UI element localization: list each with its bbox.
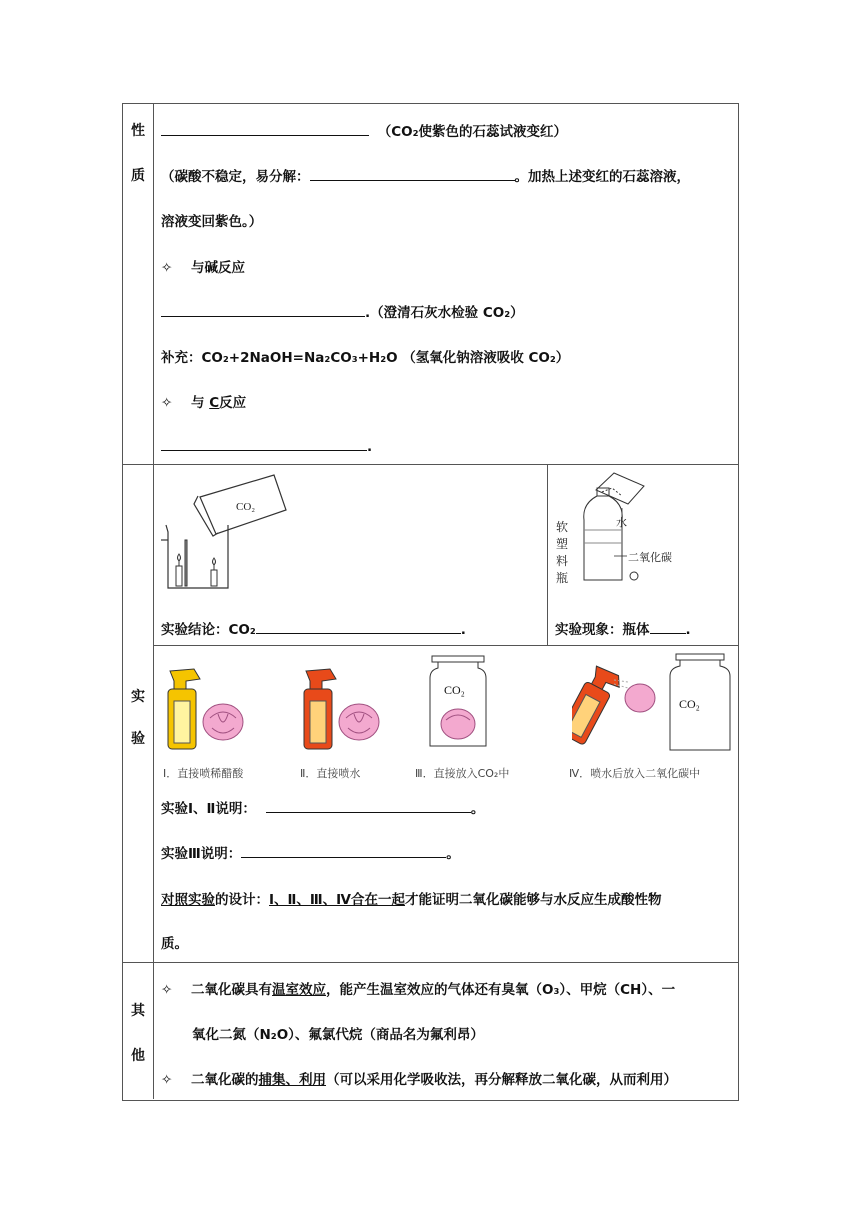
greenhouse-term: 温室效应	[272, 982, 327, 998]
greenhouse-line-2: 氧化二氮（N₂O）、氟氯代烷（商品名为氟利昂）	[192, 1027, 484, 1043]
bullet-icon: ✧	[161, 260, 173, 276]
capture-term: 捕集、利用	[258, 1072, 327, 1088]
row-divider-2	[153, 645, 738, 646]
greenhouse-c: ，能产生温室效应的气体还有臭氧（O₃）、甲烷（CH）、一	[326, 982, 676, 998]
carbon-title-a: 与	[191, 395, 205, 411]
caption-3: Ⅲ．直接放入CO₂中	[415, 767, 510, 780]
bullet-icon: ✧	[161, 982, 173, 998]
candles-icon	[176, 540, 217, 586]
answer-blank-litmus	[161, 121, 369, 136]
carbon-title-b: 反应	[219, 395, 247, 411]
alkali-line	[161, 301, 524, 321]
jar-label-4: CO₂	[679, 697, 700, 711]
soft-bottle-icon	[584, 488, 622, 580]
notes-table	[122, 103, 739, 1101]
label-column-divider	[153, 103, 154, 1099]
label-bottle: 瓶	[556, 571, 569, 585]
jar-label-co2: CO₂	[236, 501, 256, 513]
greenhouse-line	[161, 978, 675, 998]
label-co2-gas: 二氧化碳	[628, 551, 672, 564]
caption-2: Ⅱ．直接喷水	[300, 767, 361, 780]
carbon-heading	[161, 391, 246, 411]
candle-pour-figure	[156, 470, 291, 595]
carbonic-acid-label: （碳酸不稳定，易分解：	[161, 169, 310, 185]
conclusion-dot: .	[460, 622, 466, 638]
alkali-note: .（澄清石灰水检验 CO₂）	[365, 305, 524, 321]
answer-blank-alkali	[161, 302, 365, 317]
section-label-other-2: 他	[131, 1048, 145, 1064]
carbonic-acid-line	[161, 165, 690, 185]
answer-blank-phenomenon	[650, 619, 686, 634]
section-label-properties-1: 性	[131, 123, 145, 139]
row-divider-3	[122, 962, 738, 963]
exp12-label: 实验Ⅰ、Ⅱ说明：	[161, 801, 256, 817]
flower-icon-2	[336, 700, 382, 744]
spray-flower-jar-icon	[572, 652, 732, 754]
design-line	[161, 888, 662, 908]
caption-1: Ⅰ．直接喷稀醋酸	[163, 767, 244, 780]
phenomenon-label: 实验现象：瓶体	[555, 622, 650, 638]
conclusion-label: 实验结论：CO₂	[161, 622, 256, 638]
bottle-cap-icon	[630, 572, 638, 580]
co2-jar-with-flower-icon	[428, 654, 488, 750]
phenomenon-line	[555, 618, 691, 638]
answer-blank-decomposition	[310, 166, 515, 181]
label-water: 水	[616, 516, 627, 529]
label-material: 料	[556, 554, 569, 568]
caption-4: Ⅳ．喷水后放入二氧化碳中	[569, 767, 701, 780]
label-soft: 软	[556, 520, 569, 534]
carbonic-acid-line-2: 溶液变回紫色。）	[161, 214, 263, 230]
plastic-bottle-figure	[552, 468, 672, 593]
answer-blank-conclusion	[256, 619, 461, 634]
design-line-2: 质。	[161, 936, 188, 952]
alkali-title: 与碱反应	[191, 260, 246, 276]
jar-label-3: CO₂	[444, 683, 465, 697]
carbon-dot: .	[367, 439, 373, 455]
beaker	[161, 525, 228, 588]
capture-c: （可以采用化学吸收法，再分解释放二氧化碳，从而利用）	[326, 1072, 678, 1088]
section-label-experiment-2: 验	[131, 731, 145, 747]
design-term: 对照实验	[161, 892, 215, 908]
carbon-line	[161, 436, 372, 455]
exp3-line	[161, 842, 460, 862]
greenhouse-a: 二氧化碳具有	[191, 982, 273, 998]
phenomenon-dot: .	[685, 622, 691, 638]
answer-blank-carbon	[161, 436, 367, 451]
bullet-icon: ✧	[161, 1072, 173, 1088]
answer-blank-exp12	[266, 798, 471, 813]
label-plastic: 塑	[556, 537, 569, 551]
section-label-experiment-1: 实	[131, 689, 145, 705]
capture-a: 二氧化碳的	[191, 1072, 259, 1088]
design-combo: Ⅰ、Ⅱ、Ⅲ、Ⅳ合在一起	[269, 892, 406, 908]
capture-line	[161, 1068, 677, 1088]
exp12-end: 。	[470, 801, 485, 817]
litmus-line	[161, 120, 567, 140]
alkali-heading	[161, 256, 245, 276]
design-label: 的设计：	[215, 892, 269, 908]
carbonic-acid-after: 。加热上述变红的石蕊溶液，	[514, 169, 690, 185]
conclusion-line	[161, 618, 466, 638]
exp3-label: 实验Ⅲ说明：	[161, 846, 242, 862]
supplement-line: 补充：CO₂+2NaOH=Na₂CO₃+H₂O （氢氧化钠溶液吸收 CO₂）	[161, 350, 570, 366]
flower-icon-1	[200, 700, 246, 744]
design-text: 才能证明二氧化碳能够与水反应生成酸性物	[405, 892, 662, 908]
bullet-icon: ✧	[161, 395, 173, 411]
row-divider-1	[122, 464, 738, 465]
exp3-end: 。	[446, 846, 460, 862]
carbon-title-c: C	[209, 395, 220, 411]
section-label-properties-2: 质	[131, 168, 145, 184]
answer-blank-exp3	[241, 843, 446, 858]
exp12-line	[161, 797, 484, 817]
figure-column-divider	[547, 464, 548, 645]
section-label-other-1: 其	[131, 1003, 145, 1019]
litmus-note: （CO₂使紫色的石蕊试液变红）	[377, 124, 567, 140]
